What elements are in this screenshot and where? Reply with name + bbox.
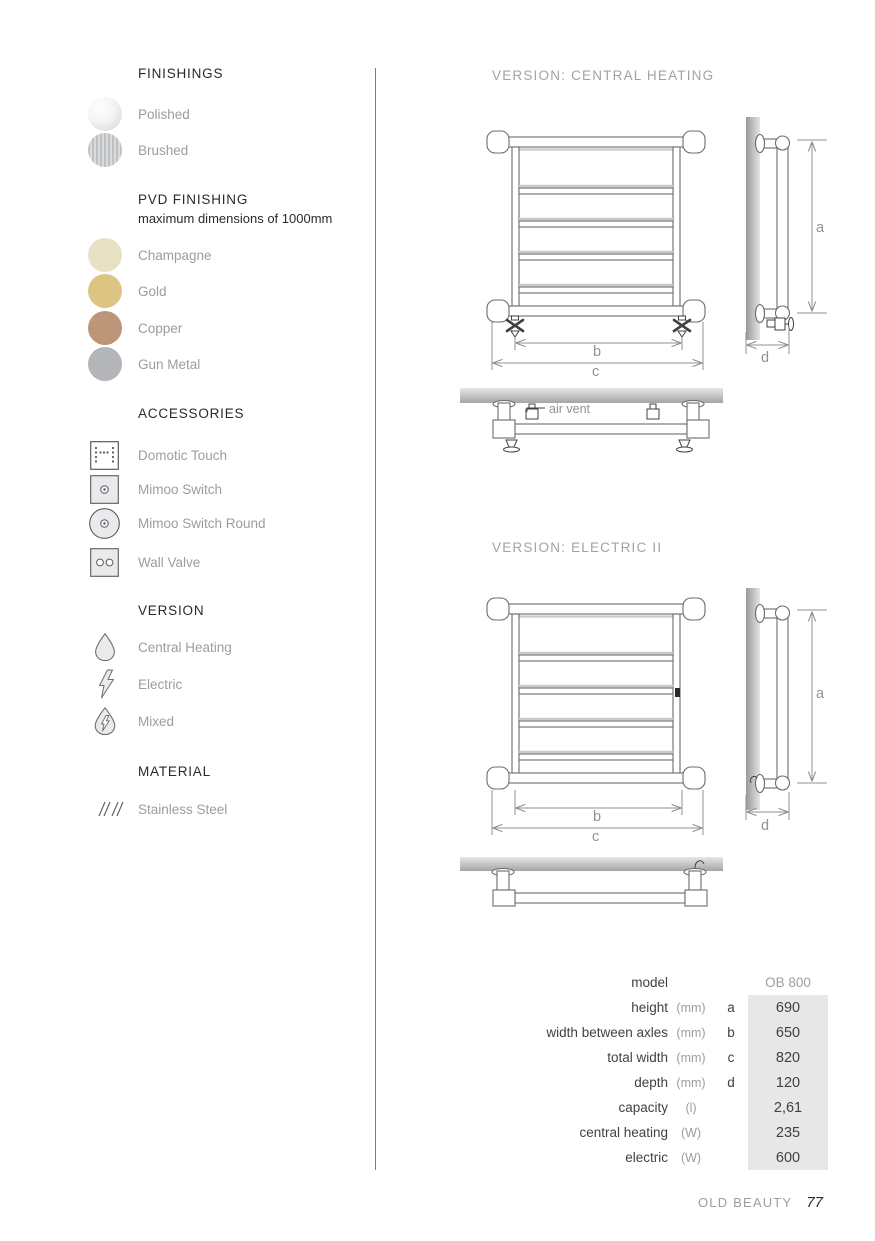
version-label: Mixed [138, 713, 175, 729]
lightning-icon [95, 669, 118, 699]
version-item-central-heating [92, 632, 232, 662]
electric-diagram [440, 560, 865, 910]
pvd-label: Copper [138, 320, 183, 336]
air-vent-label: air vent [549, 402, 590, 416]
spec-label: central heating [579, 1125, 668, 1140]
accessory-item-mimoo-switch-round [89, 507, 266, 539]
spec-value: 650 [775, 1024, 801, 1041]
spec-label: height [631, 1000, 668, 1015]
gold-swatch-icon [88, 274, 122, 308]
accessory-label: Domotic Touch [138, 447, 228, 463]
electric-element-mark [675, 688, 680, 697]
spec-label: total width [607, 1050, 668, 1065]
spec-label: width between axles [546, 1025, 668, 1040]
dim-a-label: a [816, 220, 825, 236]
footer-page-number: 77 [806, 1194, 823, 1211]
spec-value: 235 [775, 1124, 801, 1141]
spec-unit: (mm) [676, 1000, 706, 1015]
central-heating-diagram [440, 95, 865, 460]
pvd-label: Gun Metal [138, 356, 201, 372]
wall-valve-icon [90, 548, 119, 577]
dim-c-label: c [592, 364, 600, 380]
pvd-item-gold [88, 274, 167, 308]
accessory-label: Wall Valve [138, 554, 201, 570]
spec-row-total-width [428, 1045, 830, 1070]
version-item-mixed [92, 706, 174, 736]
spec-label: depth [634, 1075, 668, 1090]
column-divider [375, 68, 376, 1170]
spec-unit: (W) [680, 1125, 702, 1140]
spec-model-value: OB 800 [765, 975, 811, 990]
spec-dim-letter: c [727, 1050, 735, 1065]
spec-unit: (mm) [676, 1050, 706, 1065]
spec-table [428, 970, 830, 1170]
pvd-subtitle: maximum dimensions of 1000mm [138, 211, 333, 226]
spec-dim-letter: b [727, 1025, 735, 1040]
dim-b-label: b [593, 809, 602, 825]
material-item-stainless-steel [98, 796, 227, 822]
pvd-label: Gold [138, 283, 167, 299]
dim-d-label: d [761, 818, 770, 834]
electric-section-title: VERSION: ELECTRIC II [492, 540, 663, 555]
pvd-item-copper [88, 311, 182, 345]
spec-label: model [631, 975, 668, 990]
spec-row-model [428, 970, 830, 995]
accessory-item-wall-valve [90, 547, 200, 577]
champagne-swatch-icon [88, 238, 122, 272]
spec-dim-letter: a [727, 1000, 735, 1015]
version-title: VERSION [138, 603, 205, 618]
accessory-item-domotic-touch [90, 440, 227, 470]
version-label: Central Heating [138, 639, 232, 655]
page-footer [698, 1194, 823, 1211]
version-item-electric [95, 669, 182, 699]
copper-swatch-icon [88, 311, 122, 345]
polished-swatch-icon [88, 97, 122, 131]
spec-value: 690 [775, 999, 801, 1016]
accessory-label: Mimoo Switch [138, 481, 223, 497]
spec-unit: (mm) [676, 1025, 706, 1040]
pvd-title: PVD FINISHING [138, 192, 249, 207]
spec-value: 120 [775, 1074, 801, 1091]
central-heating-section-title: VERSION: CENTRAL HEATING [492, 68, 715, 83]
pvd-item-champagne [88, 238, 212, 272]
material-title: MATERIAL [138, 764, 211, 779]
mimoo-switch-round-icon [89, 508, 120, 539]
pvd-item-gun-metal [88, 347, 200, 381]
accessories-title: ACCESSORIES [138, 406, 245, 421]
spec-unit: (mm) [676, 1075, 706, 1090]
finishing-item-brushed [88, 133, 188, 167]
finishing-label: Polished [138, 106, 190, 122]
spec-label: electric [625, 1150, 668, 1165]
water-drop-icon [92, 632, 118, 662]
domotic-touch-icon [90, 441, 119, 470]
spec-row-electric [428, 1145, 830, 1170]
dim-b-label: b [593, 344, 602, 360]
pvd-label: Champagne [138, 247, 212, 263]
mimoo-switch-icon [90, 475, 119, 504]
finishings-title: FINISHINGS [138, 66, 224, 81]
spec-value: 2,61 [773, 1099, 803, 1116]
spec-row-capacity [428, 1095, 830, 1120]
spec-row-height [428, 995, 830, 1020]
material-label: Stainless Steel [138, 801, 228, 817]
accessory-item-mimoo-switch [90, 474, 222, 504]
finishing-label: Brushed [138, 142, 189, 158]
gun-metal-swatch-icon [88, 347, 122, 381]
finishing-item-polished [88, 97, 190, 131]
dim-c-label: c [592, 829, 600, 845]
spec-value: 600 [775, 1149, 801, 1166]
spec-row-width-between-axles [428, 1020, 830, 1045]
drop-lightning-icon [92, 706, 118, 736]
version-label: Electric [138, 676, 183, 692]
accessory-label: Mimoo Switch Round [138, 515, 266, 531]
spec-dim-letter: d [727, 1075, 735, 1090]
spec-label: capacity [618, 1100, 668, 1115]
spec-unit: (W) [680, 1150, 702, 1165]
dim-a-label: a [816, 686, 825, 702]
brushed-swatch-icon [88, 133, 122, 167]
spec-unit: (l) [685, 1100, 697, 1115]
spec-row-depth [428, 1070, 830, 1095]
spec-row-central-heating [428, 1120, 830, 1145]
dim-d-label: d [761, 350, 770, 366]
footer-brand: OLD BEAUTY [697, 1195, 793, 1210]
hatch-icon [98, 801, 124, 817]
spec-value: 820 [775, 1049, 801, 1066]
